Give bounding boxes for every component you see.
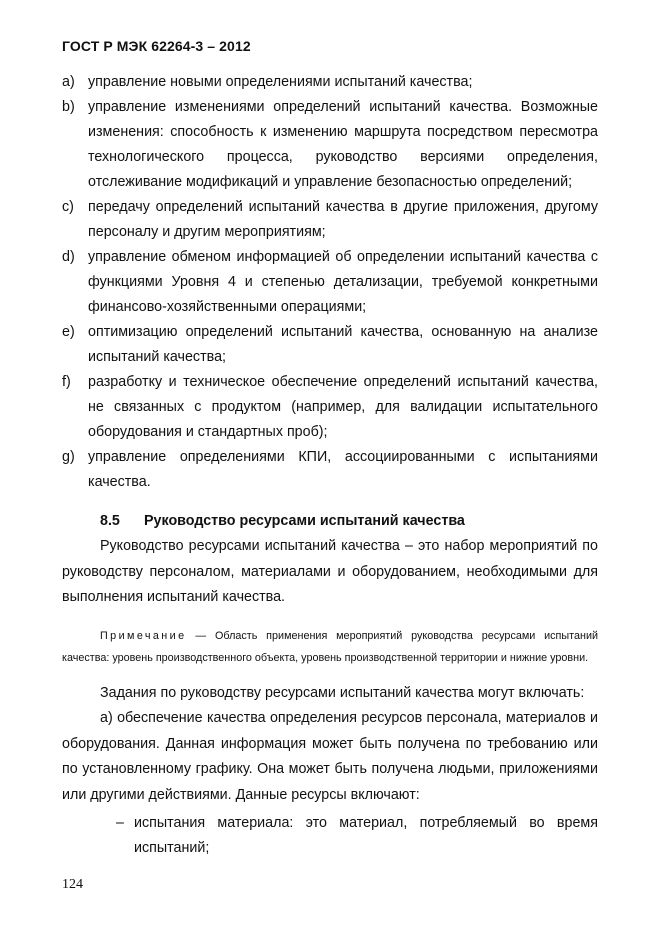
list-item-text: управление изменениями определений испытаний качества. Возможные изменения: способность к изменению маршрута посредством пересмотра технологического процесса, руководство версиями определения, отслеживание модификаций и управление безопасностью определений;	[88, 99, 598, 190]
list-item	[62, 370, 598, 445]
dash-item	[62, 811, 598, 861]
list-item-text: управление новыми определениями испытаний качества;	[88, 74, 473, 90]
note	[62, 625, 598, 669]
list-item	[62, 320, 598, 370]
dash-list	[62, 811, 598, 861]
section-title: Руководство ресурсами испытаний качества	[144, 513, 465, 529]
list-item-text: оптимизацию определений испытаний качества, основанную на анализе испытаний качества;	[88, 324, 598, 365]
list-item-label: b)	[62, 99, 75, 115]
dash-marker: –	[116, 815, 124, 831]
list-item	[62, 445, 598, 495]
list-item-label: c)	[62, 199, 74, 215]
list-item-label: f)	[62, 374, 71, 390]
section-number: 8.5	[100, 513, 120, 529]
list-item-label: d)	[62, 249, 75, 265]
page-content	[62, 70, 598, 861]
page-number: 124	[62, 877, 83, 892]
list-item	[62, 70, 598, 95]
tasks-intro: Задания по руководству ресурсами испытаний качества могут включать:	[100, 684, 585, 701]
list-item-label: e)	[62, 324, 75, 340]
enumerated-list	[62, 70, 598, 495]
note-label: Примечание	[100, 629, 187, 642]
note-dash: —	[195, 629, 207, 642]
list-item	[62, 95, 598, 195]
document-header: ГОСТ Р МЭК 62264-3 – 2012	[62, 38, 251, 54]
list-item-text: управление обменом информацией об определении испытаний качества с функциями Уровня 4 и степенью детализации, требуемой конкретными финансово-хозяйственными операциями;	[88, 249, 598, 315]
list-item-text: управление определениями КПИ, ассоциированными с испытаниями качества.	[88, 449, 598, 490]
dash-item-text: испытания материала: это материал, потребляемый во время испытаний;	[134, 815, 598, 856]
task-a: а) обеспечение качества определения ресурсов персонала, материалов и оборудования. Данная информация может быть получена по требованию или по установленному графику. Она может быть получена людьми, приложениями или другими действиями. Данные ресурсы включают:	[62, 710, 598, 803]
section-intro: Руководство ресурсами испытаний качества – это набор мероприятий по руководству персоналом, материалами и оборудованием, необходимыми для выполнения испытаний качества.	[62, 538, 598, 605]
section-heading	[62, 509, 598, 534]
note-text: Область применения мероприятий руководства ресурсами испытаний качества: уровень производственного объекта, уровень производственной территории и нижние уровни.	[62, 629, 599, 664]
list-item-label: a)	[62, 74, 75, 90]
list-item-text: передачу определений испытаний качества в другие приложения, другому персоналу и другим мероприятиям;	[88, 199, 598, 240]
list-item-text: разработку и техническое обеспечение определений испытаний качества, не связанных с продуктом (например, для валидации испытательного оборудования и стандартных проб);	[88, 374, 598, 440]
list-item	[62, 245, 598, 320]
list-item	[62, 195, 598, 245]
list-item-label: g)	[62, 449, 75, 465]
